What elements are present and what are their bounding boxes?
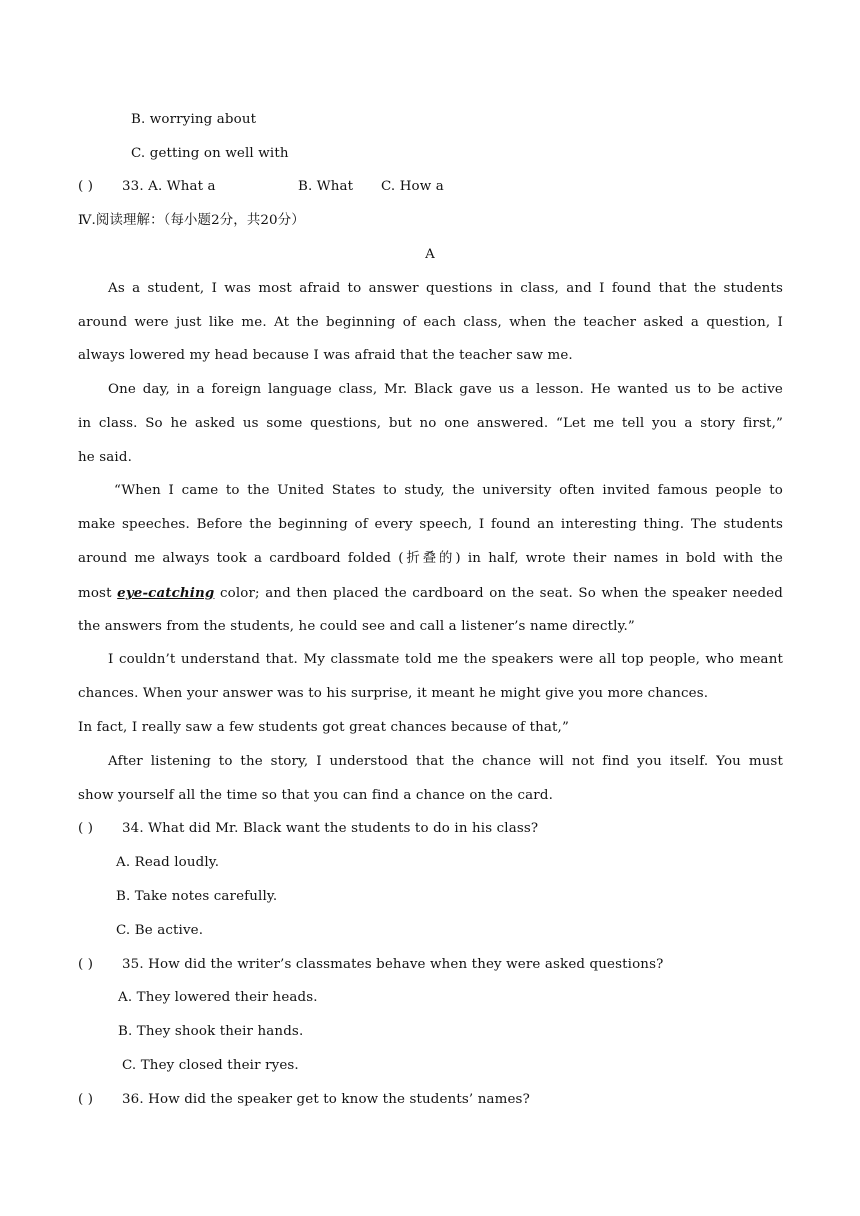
section-heading: Ⅳ.阅读理解：（每小题2分，共20分） (78, 213, 305, 228)
q32-option-c: C. getting on well with (131, 146, 289, 161)
q34-stem: 34. What did Mr. Black want the students to do in his class? (122, 821, 539, 836)
passage-text: color; and then placed the cardboard on the seat. So when the speaker needed (220, 586, 783, 601)
q35-stem: 35. How did the writer’s classmates behave when they were asked questions? (122, 957, 664, 972)
q34-option-b: B. Take notes carefully. (116, 889, 278, 904)
q33-stem: 33. A. What a (122, 179, 216, 194)
q32-option-b: B. worrying about (131, 112, 257, 127)
q36-answer-bracket: ( ) (78, 1092, 94, 1107)
q35-option-a: A. They lowered their heads. (118, 990, 318, 1005)
q33-answer-bracket: ( ) (78, 179, 94, 194)
q33-option-b: B. What (298, 179, 354, 194)
passage-line: the answers from the students, he could see and call a listener’s name directly.” (78, 619, 635, 634)
passage-line: I couldn’t understand that. My classmate told me the speakers were all top people, who meant (108, 652, 783, 667)
passage-line: make speeches. Before the beginning of every speech, I found an interesting thing. The students (78, 517, 783, 532)
passage-line: One day, in a foreign language class, Mr. Black gave us a lesson. He wanted us to be active (108, 382, 783, 397)
passage-line: around were just like me. At the beginning of each class, when the teacher asked a question, I (78, 315, 783, 330)
q35-option-b: B. They shook their hands. (118, 1024, 304, 1039)
q34-answer-bracket: ( ) (78, 821, 94, 836)
passage-line: As a student, I was most afraid to answer questions in class, and I found that the students (108, 281, 783, 296)
passage-line: “When I came to the United States to study, the university often invited famous people to (114, 483, 783, 498)
passage-line: in class. So he asked us some questions, but no one answered. “Let me tell you a story first,” (78, 416, 783, 431)
passage-line: he said. (78, 450, 132, 465)
keyword-eye-catching: eye-catching (117, 585, 215, 601)
passage-label: A (425, 247, 435, 262)
passage-line: always lowered my head because I was afraid that the teacher saw me. (78, 348, 573, 363)
q35-option-c: C. They closed their ryes. (122, 1058, 299, 1073)
q35-answer-bracket: ( ) (78, 957, 94, 972)
passage-line-with-keyword (78, 584, 783, 603)
q34-option-a: A. Read loudly. (116, 855, 220, 870)
q34-option-c: C. Be active. (116, 923, 204, 938)
q33-option-c: C. How a (381, 179, 444, 194)
passage-line: around me always took a cardboard folded (折叠的) in half, wrote their names in bold with the (78, 551, 783, 566)
passage-line: After listening to the story, I understood that the chance will not find you itself. You must (108, 754, 783, 769)
q36-stem: 36. How did the speaker get to know the students’ names? (122, 1092, 530, 1107)
passage-line: show yourself all the time so that you can find a chance on the card. (78, 788, 553, 803)
passage-line: chances. When your answer was to his surprise, it meant he might give you more chances. (78, 686, 709, 701)
passage-text: most (78, 586, 112, 601)
passage-line: In fact, I really saw a few students got great chances because of that,” (78, 720, 569, 735)
